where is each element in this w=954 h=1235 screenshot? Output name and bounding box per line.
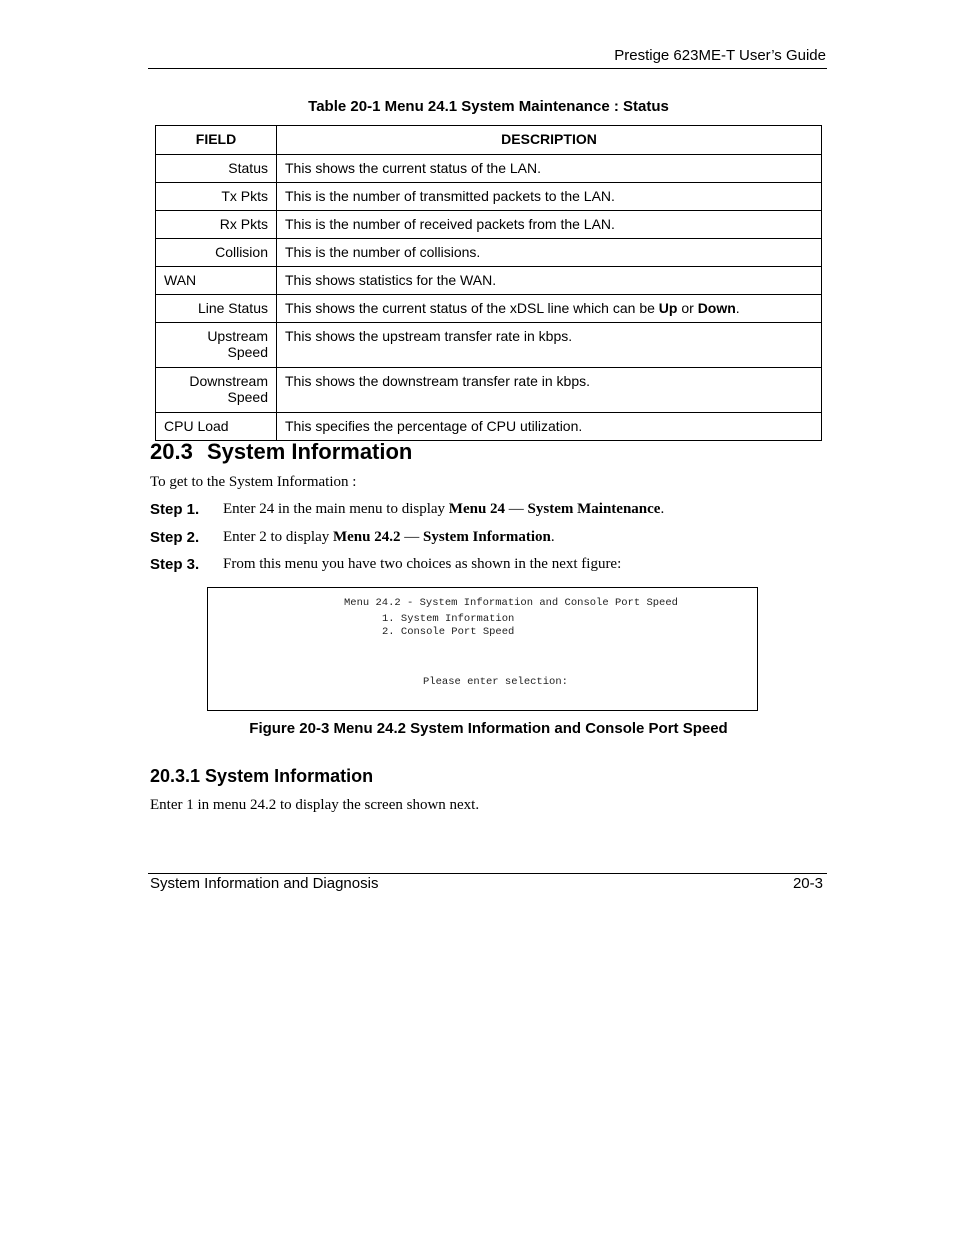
em-dash: — (505, 501, 528, 517)
up-keyword: Up (658, 300, 678, 316)
page-number: 20-3 (792, 875, 823, 892)
field-cell: WAN (156, 267, 277, 295)
table-row (156, 211, 822, 239)
description-cell: This shows the upstream transfer rate in kbps. (277, 323, 822, 368)
section-number: 20.3 (150, 439, 193, 464)
intro-paragraph: To get to the System Information : (150, 474, 357, 490)
field-text: Downstream (189, 373, 268, 389)
em-dash: — (400, 529, 423, 545)
description-column-header: DESCRIPTION (277, 126, 822, 155)
header-rule (148, 68, 827, 69)
step-text-part: . (660, 501, 665, 517)
description-cell: This is the number of received packets from the LAN. (277, 211, 822, 239)
step-text (223, 529, 555, 546)
field-cell: Tx Pkts (156, 183, 277, 211)
field-cell: Rx Pkts (156, 211, 277, 239)
field-cell: Status (156, 155, 277, 183)
description-cell: This is the number of transmitted packets to the LAN. (277, 183, 822, 211)
menu-title: System Information (422, 529, 551, 545)
field-text: Upstream (207, 328, 268, 344)
step-text: From this menu you have two choices as shown in the next figure: (223, 556, 622, 572)
description-cell: This is the number of collisions. (277, 239, 822, 267)
description-cell (277, 295, 822, 323)
section-title: System Information (207, 439, 413, 464)
menu-name: Menu 24.2 (332, 529, 401, 545)
figure-caption: Figure 20-3 Menu 24.2 System Information and Console Port Speed (249, 720, 728, 737)
subsection-heading: 20.3.1 System Information (150, 766, 374, 786)
table-row (156, 295, 822, 323)
table-row (156, 323, 822, 368)
step-label: Step 3. (150, 556, 200, 573)
step-label: Step 1. (150, 501, 200, 518)
menu-name: Menu 24 (448, 501, 506, 517)
table-caption: Table 20-1 Menu 24.1 System Maintenance : Status (308, 98, 669, 115)
field-cell: CPU Load (156, 413, 277, 441)
step-text (223, 501, 664, 518)
footer-chapter: System Information and Diagnosis (150, 875, 379, 892)
running-header: Prestige 623ME-T User’s Guide (614, 47, 826, 64)
description-cell: This specifies the percentage of CPU utilization. (277, 413, 822, 441)
field-cell: Line Status (156, 295, 277, 323)
description-cell: This shows the current status of the LAN. (277, 155, 822, 183)
terminal-figure (207, 587, 758, 711)
table-row (156, 155, 822, 183)
status-table (155, 125, 822, 441)
down-keyword: Down (697, 300, 736, 316)
field-text: Speed (227, 389, 268, 405)
menu-title-line: Menu 24.2 - System Information and Console Port Speed (344, 597, 678, 609)
field-column-header: FIELD (156, 126, 277, 155)
field-text: Speed (227, 344, 268, 360)
subsection-paragraph: Enter 1 in menu 24.2 to display the screen shown next. (150, 797, 480, 813)
step-label: Step 2. (150, 529, 200, 546)
description-text: . (735, 300, 740, 316)
field-cell (156, 368, 277, 413)
table-row (156, 267, 822, 295)
menu-title: System Maintenance (527, 501, 661, 517)
menu-option-1: 1. System Information (382, 613, 515, 625)
description-cell: This shows the downstream transfer rate in kbps. (277, 368, 822, 413)
table-header-row (156, 126, 822, 155)
selection-prompt: Please enter selection: (423, 676, 568, 688)
field-cell: Collision (156, 239, 277, 267)
description-cell: This shows statistics for the WAN. (277, 267, 822, 295)
table-row (156, 239, 822, 267)
table-row (156, 368, 822, 413)
description-text: This shows the current status of the xDSL line which can be (285, 300, 659, 316)
step-text-part: Enter 24 in the main menu to display (223, 501, 449, 517)
footer-rule (148, 873, 827, 874)
step-text-part: . (550, 529, 555, 545)
description-text: or (677, 300, 698, 316)
table-row (156, 183, 822, 211)
table-row (156, 413, 822, 441)
section-heading (150, 439, 412, 465)
step-text-part: Enter 2 to display (223, 529, 333, 545)
field-cell (156, 323, 277, 368)
menu-option-2: 2. Console Port Speed (382, 626, 515, 638)
